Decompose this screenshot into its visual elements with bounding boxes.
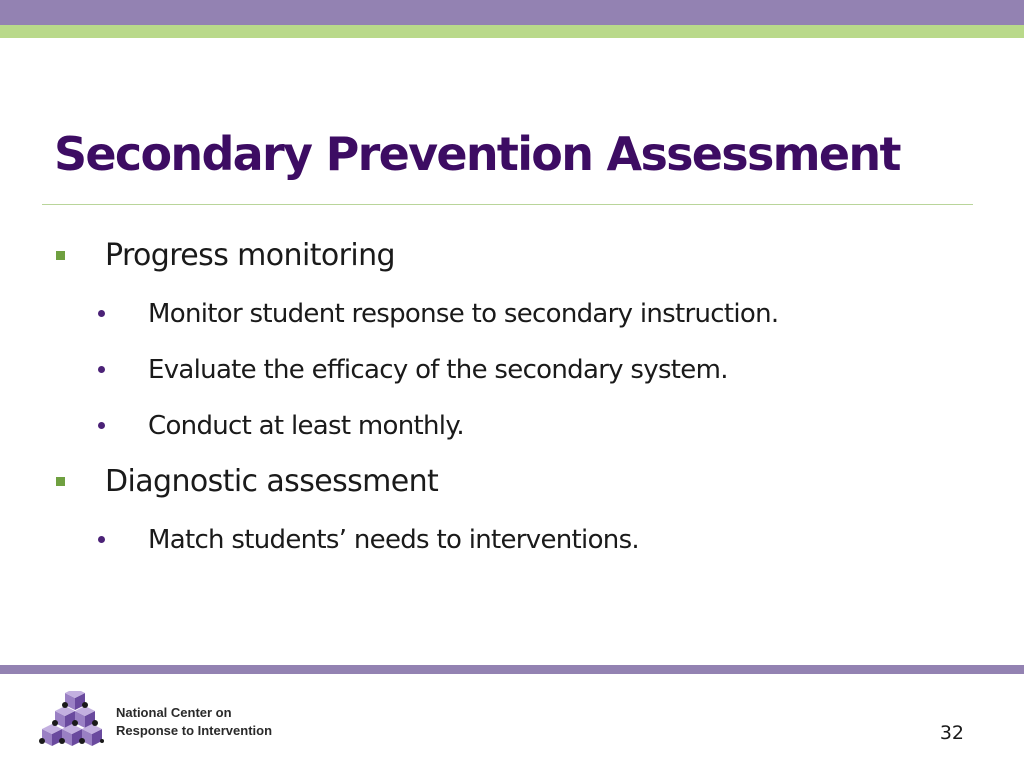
org-name-line-2: Response to Intervention [116, 723, 273, 738]
sub-bullet-item-monitor [98, 296, 778, 332]
top-green-band [0, 25, 1024, 38]
bullet-text: Progress monitoring [105, 238, 395, 273]
bullet-text: Evaluate the efficacy of the secondary system. [148, 355, 728, 385]
org-name-line-1: National Center on [116, 705, 232, 720]
organization-name [116, 704, 272, 740]
bullet-text: Diagnostic assessment [105, 464, 439, 499]
slide-title: Secondary Prevention Assessment [54, 127, 900, 181]
sub-bullet-item-evaluate [98, 352, 728, 388]
square-bullet-icon [56, 477, 65, 486]
top-purple-band [0, 0, 1024, 25]
dot-bullet-icon [98, 422, 105, 429]
sub-bullet-item-match [98, 522, 639, 558]
bullet-text: Match students’ needs to interventions. [148, 525, 639, 555]
square-bullet-icon [56, 251, 65, 260]
page-number: 32 [939, 722, 964, 744]
stacked-cubes-logo-icon [38, 691, 104, 753]
bullet-text: Monitor student response to secondary instruction. [148, 299, 779, 329]
bullet-text: Conduct at least monthly. [148, 411, 464, 441]
title-divider [42, 204, 973, 205]
dot-bullet-icon [98, 366, 105, 373]
bottom-purple-band [0, 665, 1024, 674]
bullet-item-diagnostic-assessment [56, 462, 438, 502]
bullet-item-progress-monitoring [56, 236, 395, 276]
dot-bullet-icon [98, 310, 105, 317]
dot-bullet-icon [98, 536, 105, 543]
sub-bullet-item-conduct [98, 408, 464, 444]
